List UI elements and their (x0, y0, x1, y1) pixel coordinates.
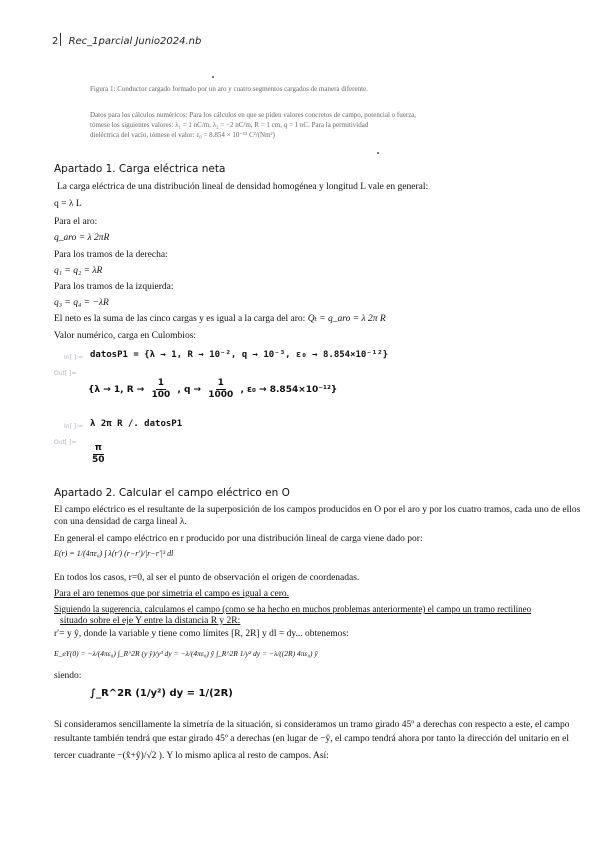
eq-field-segment: E_eY(0) = −λ/(4πε₀) ∫_R^2R (y ŷ)/y³ dy = −λ/(4πε₀) ŷ ∫_R^2R 1/y² dy = −λ/((2R) 4πε₀) ŷ (54, 649, 318, 658)
figure-end-dot (377, 152, 379, 154)
input-2-label: In[ ]:= (64, 423, 84, 430)
page-number: 2 (52, 36, 59, 47)
data-note-line-3: dieléctrica del vacío, tómese el valor: ε₀ = 8.854 × 10⁻¹² C²/(Nm²) (90, 131, 275, 139)
total-charge-line (54, 313, 386, 325)
notebook-title: Rec_1parcial Junio2024.nb (68, 36, 202, 47)
section2-para7-a: Si consideramos sencillamente la simetría de la situación, si consideramos un tramo girado 45º a derechas con respecto a este, el campo (54, 720, 570, 730)
input-1-label: In[ ]:= (64, 354, 84, 361)
output-1-label: Out[ ]= (54, 370, 77, 377)
section1-heading: Apartado 1. Carga eléctrica neta (54, 163, 226, 175)
section2-para1-b: con una densidad de carga lineal λ. (54, 517, 187, 527)
section2-para3: En todos los casos, r=0, al ser el punto de observación el origen de coordenadas. (54, 573, 360, 583)
output-1-lhs: {λ → 1, R → (88, 385, 145, 395)
section2-para6: r′= y ŷ, donde la variable y tiene como límites [R, 2R] y dl = dy... obtenemos: (54, 629, 349, 639)
figure-caption: Figura 1: Conductor cargado formado por un aro y cuatro segmentos cargados de manera diferente. (90, 85, 368, 93)
output-2-label: Out[ ]= (54, 439, 77, 446)
total-charge-text: El neto es la suma de las cinco cargas y es igual a la carga del aro: (54, 314, 306, 324)
eq-aro: q_aro = λ 2πR (54, 233, 110, 243)
eq-left: q₃ = q₄ = −λR (54, 298, 109, 308)
section1-intro: La carga eléctrica de una distribución lineal de densidad homogénea y longitud L vale en general: (57, 182, 429, 192)
section2-para4: Para el aro tenemos que por simetría el campo es igual a cero. (54, 589, 290, 599)
input-2-code[interactable]: λ 2π R /. datosP1 (90, 419, 183, 429)
numeric-label: Valor numérico, carga en Culombios: (54, 331, 197, 341)
output-1-q-frac: $\frac{1}{1000}$ (208, 378, 234, 400)
section2-para2: En general el campo eléctrico en r producido por una distribución lineal de carga viene dado por: (54, 534, 423, 544)
total-charge-eq: Qₜ = q_aro = λ 2π R (307, 314, 386, 324)
section2-para7-b: resultante también tendrá que estar girado 45º a derechas (en lugar de −ŷ, el campo tendrá ahora por tanto la dirección del unitario en el (54, 734, 570, 744)
data-note-line-1: Datos para los cálculos numéricos: Para los cálculos en que se piden valores concretos de campo, potencial o fuerza, (90, 111, 417, 119)
output-2 (88, 443, 109, 466)
eq-general: q = λ L (54, 199, 82, 209)
aro-label: Para el aro: (54, 217, 98, 227)
input-1-code[interactable]: datosP1 = {λ → 1, R → 10⁻², q → 10⁻³, ε₀ → 8.854×10⁻¹²} (90, 350, 389, 360)
output-2-frac: $\frac{\pi}{50}$ (92, 443, 105, 465)
integral-result: ∫_R^2R (1/y²) dy = 1/(2R) (90, 688, 233, 699)
output-1-rhs: , ε₀ → 8.854×10⁻¹²} (240, 385, 338, 395)
right-segments-label: Para los tramos de la derecha: (54, 250, 168, 260)
data-note-line-2: tómese los siguientes valores: λ₁ = 1 nC/m, λ₂ = −2 nC/m, R = 1 cm, q = 1 nC. Para la permitividad (90, 121, 369, 129)
eq-right: q₁ = q₂ = λR (54, 266, 103, 276)
page-header (52, 33, 201, 47)
siendo-label: siendo: (54, 671, 82, 681)
section2-para1-a: El campo eléctrico es el resultante de la superposición de los campos producidos en O por el aro y por los cuatro tramos, cada uno de ellos (54, 505, 581, 515)
left-segments-label: Para los tramos de la izquierda: (54, 282, 174, 292)
output-1-mid: , q → (177, 385, 202, 395)
section2-para5-b: situado sobre el eje Y entre la distancia R y 2R: (60, 616, 241, 626)
eq-field-general: E(r) = 1/(4πε₀) ∫ λ(r′) (r−r′)/|r−r′|³ dl (54, 549, 174, 558)
section2-para7-c: tercer cuadrante −(x̂+ŷ)/√2 ). Y lo mismo aplica al resto de campos. Así: (54, 751, 329, 761)
header-divider (60, 33, 61, 46)
figure-placeholder-dot (212, 76, 214, 78)
section2-para5-a: Siguiendo la sugerencia, calculamos el campo (como se ha hecho en muchos problemas anteriormente) el campo un tramo rectilíneo (54, 604, 532, 614)
section2-heading: Apartado 2. Calcular el campo eléctrico en O (54, 487, 290, 499)
output-1-r-frac: $\frac{1}{100}$ (151, 378, 171, 400)
output-1 (88, 378, 337, 401)
